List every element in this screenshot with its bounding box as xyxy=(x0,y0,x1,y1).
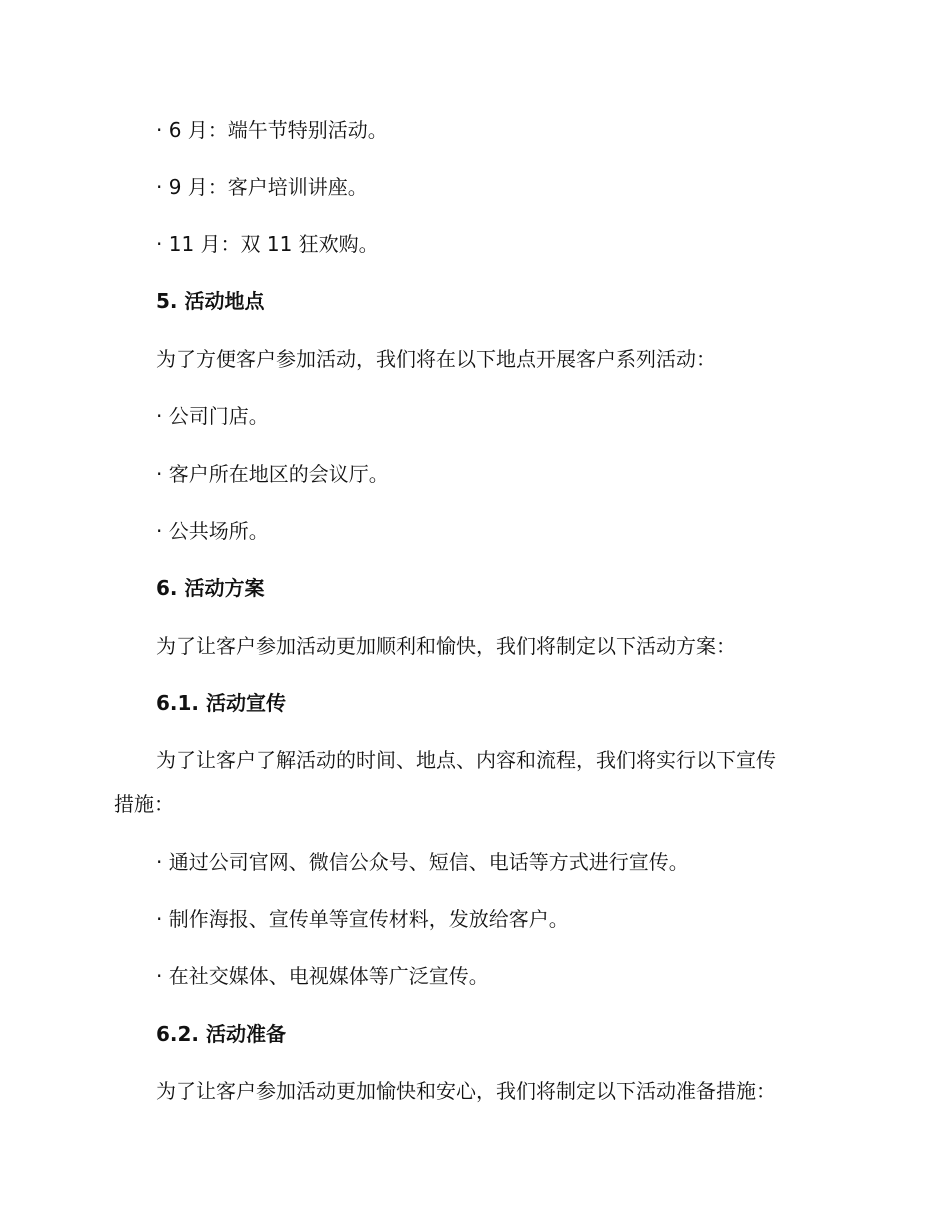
bullet-november: · 11 月：双 11 狂欢购。 xyxy=(156,232,379,256)
section-6-intro: 为了让客户参加活动更加顺利和愉快，我们将制定以下活动方案： xyxy=(156,634,736,658)
section-6-1-intro-line1: 为了让客户了解活动的时间、地点、内容和流程，我们将实行以下宣传 xyxy=(156,748,776,772)
bullet-media-promotion: · 在社交媒体、电视媒体等广泛宣传。 xyxy=(156,964,489,988)
section-5-intro: 为了方便客户参加活动，我们将在以下地点开展客户系列活动： xyxy=(156,347,716,371)
bullet-june: · 6 月：端午节特别活动。 xyxy=(156,118,388,142)
bullet-promotion-materials: · 制作海报、宣传单等宣传材料，发放给客户。 xyxy=(156,907,569,931)
section-6-1-heading: 6.1. 活动宣传 xyxy=(156,691,286,715)
section-6-1-intro-line2: 措施： xyxy=(114,792,174,816)
bullet-conference-hall: · 客户所在地区的会议厅。 xyxy=(156,462,389,486)
section-5-heading: 5. 活动地点 xyxy=(156,289,265,313)
bullet-september: · 9 月：客户培训讲座。 xyxy=(156,175,368,199)
bullet-company-store: · 公司门店。 xyxy=(156,404,269,428)
bullet-promotion-channels: · 通过公司官网、微信公众号、短信、电话等方式进行宣传。 xyxy=(156,850,689,874)
section-6-heading: 6. 活动方案 xyxy=(156,576,265,600)
bullet-public-place: · 公共场所。 xyxy=(156,519,269,543)
section-6-2-intro: 为了让客户参加活动更加愉快和安心，我们将制定以下活动准备措施： xyxy=(156,1079,776,1103)
section-6-2-heading: 6.2. 活动准备 xyxy=(156,1022,286,1046)
